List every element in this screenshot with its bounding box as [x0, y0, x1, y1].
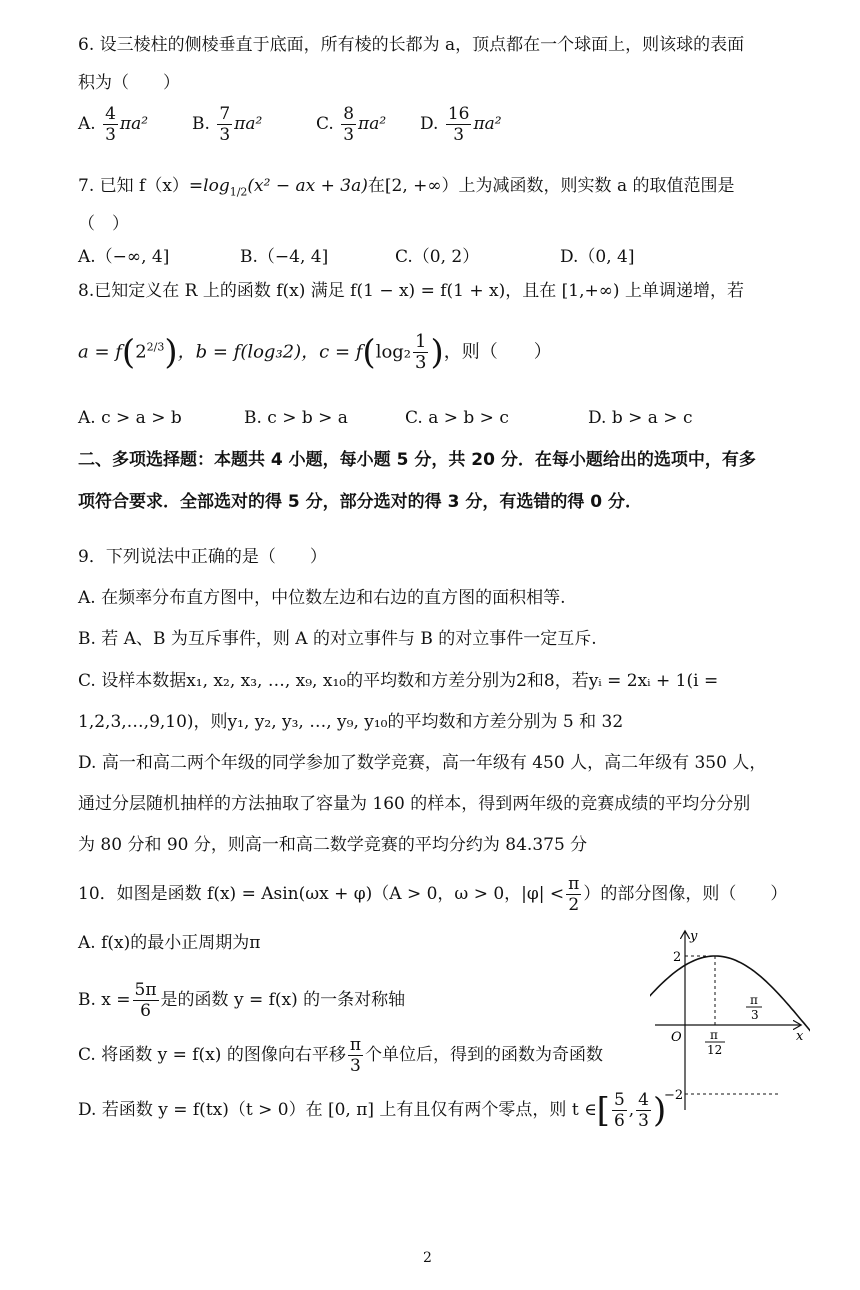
q6-option-c: C. $\frac{8}{3}$ πa² [316, 104, 387, 145]
q8-abc-definitions: $a = f(2^{2/3})$，b = f(log₃2)，c = f(log₂ $\frac{1}{3}$ )，则（ ） [78, 331, 552, 373]
q6-stem-line1: 6. 设三棱柱的侧棱垂直于底面，所有棱的长都为 a，顶点都在一个球面上，则该球的表面 [78, 35, 745, 55]
q6-option-d: D. $\frac{16}{3}$ πa² [420, 104, 502, 145]
q8-option-d: D. b > a > c [588, 408, 693, 428]
y-label: y [690, 929, 698, 944]
q9-option-c-line2: 1,2,3,…,9,10)，则y₁, y₂, y₃, …, y₉, y₁₀的平均数和方差分别为 5 和 32 [78, 712, 624, 732]
q9-option-c-line1: C. 设样本数据x₁, x₂, x₃, …, x₉, x₁₀的平均数和方差分别为2和8，若yᵢ = 2xᵢ + 1(i = [78, 671, 719, 691]
ymax-label: 2 [673, 950, 682, 965]
sine-graph [650, 920, 810, 1120]
q7-option-c: C.（0, 2） [395, 247, 480, 267]
q7-option-d: D.（0, 4] [560, 247, 635, 267]
q7-stem-line2: （ ） [78, 214, 129, 234]
q9-option-d-line3: 为 80 分和 90 分，则高一和高二数学竞赛的平均分约为 84.375 分 [78, 835, 588, 855]
pi12-den: 12 [707, 1043, 723, 1057]
origin-label: O [671, 1030, 682, 1045]
q9-option-b: B. 若 A、B 为互斥事件，则 A 的对立事件与 B 的对立事件一定互斥. [78, 629, 597, 649]
q10-option-d: D. 若函数 y = f(tx)（t > 0）在 [0, π] 上有且仅有两个零点，则 t ∈[ $\frac{5}{6}$ , $\frac{4}{3}$ ) [78, 1090, 667, 1131]
page-number: 2 [423, 1250, 432, 1266]
ymin-label: −2 [664, 1088, 684, 1103]
q9-option-d-line2: 通过分层随机抽样的方法抽取了容量为 160 的样本，得到两年级的竞赛成绩的平均分分别 [78, 794, 751, 814]
q10-option-c: C. 将函数 y = f(x) 的图像向右平移 $\frac{\pi}{3}$ 个单位后，得到的函数为奇函数 [78, 1035, 604, 1076]
section2-heading-line2: 项符合要求．全部选对的得 5 分，部分选对的得 3 分，有选错的得 0 分． [78, 492, 642, 512]
pi3-num: π [750, 993, 758, 1007]
q9-option-a: A. 在频率分布直方图中，中位数左边和右边的直方图的面积相等. [78, 588, 566, 608]
q8-option-a: A. c > a > b [78, 408, 182, 428]
q9-option-d-line1: D. 高一和高二两个年级的同学参加了数学竞赛，高一年级有 450 人，高二年级有 350 人， [78, 753, 767, 773]
q6-option-b: B. $\frac{7}{3}$ πa² [192, 104, 263, 145]
q8-option-b: B. c > b > a [244, 408, 348, 428]
x-label: x [796, 1029, 804, 1044]
q8-option-c: C. a > b > c [405, 408, 509, 428]
q7-stem-line1: 7. 已知 $f(x)=\log_{1/2}(x^2$ − ax + 3a)在[2, +∞）上为减函数，则实数 a 的取值范围是 [78, 176, 735, 199]
q9-stem: 9．下列说法中正确的是（ ） [78, 547, 327, 567]
q10-option-b: B. x = $\frac{5\pi}{6}$ 是的函数 y = f(x) 的一条对称轴 [78, 980, 406, 1021]
q10-stem: 10．如图是函数 f(x) = Asin(ωx + φ)（A > 0，ω > 0，|φ| < $\frac{\pi}{2}$ ）的部分图像，则（ ） [78, 874, 788, 915]
pi12-num: π [710, 1028, 718, 1042]
q6-stem-line2: 积为（ ） [78, 73, 180, 93]
q8-stem-line1: 8.已知定义在 R 上的函数 f(x) 满足 f(1 − x) = f(1 + x)，且在 [1,+∞) 上单调递增，若 [78, 281, 744, 301]
q10-option-a: A. f(x)的最小正周期为π [78, 933, 261, 953]
q7-option-b: B.（−4, 4] [240, 247, 329, 267]
pi3-den: 3 [751, 1008, 759, 1022]
q7-option-a: A.（−∞, 4] [78, 247, 170, 267]
section2-heading-line1: 二、多项选择题：本题共 4 小题，每小题 5 分，共 20 分．在每小题给出的选项中，有多 [78, 450, 756, 470]
q6-option-a: A. $\frac{4}{3}$ πa² [78, 104, 149, 145]
